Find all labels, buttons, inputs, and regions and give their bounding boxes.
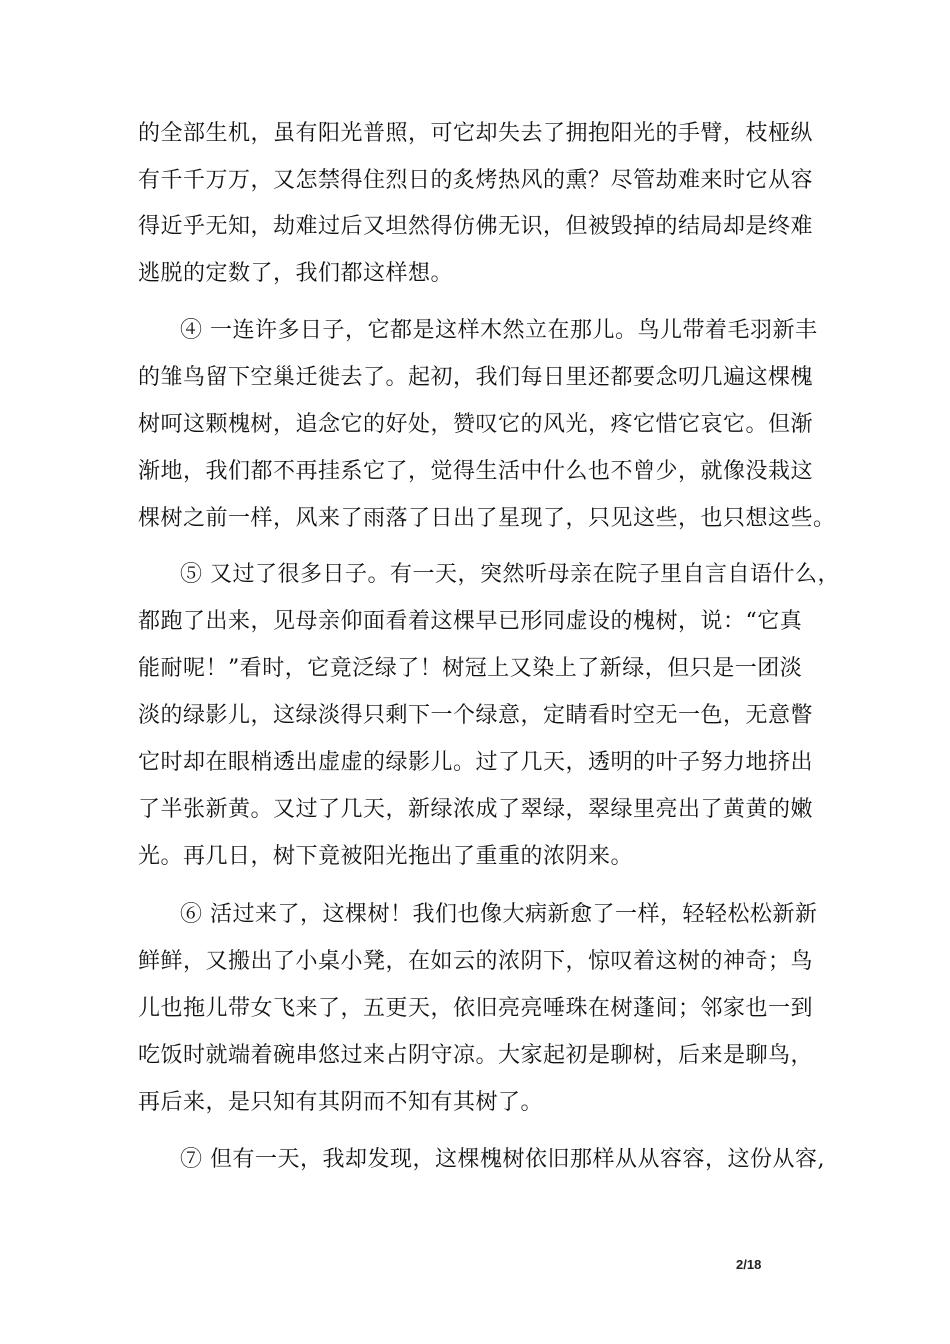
body-text-line: 光。再几日，树下竟被阳光拖出了重重的浓阴来。: [138, 844, 634, 869]
body-text-line: 都跑了出来，见母亲仰面看着这棵早已形同虚设的槐树，说：“它真: [138, 609, 803, 634]
body-text-line: 的全部生机，虽有阳光普照，可它却失去了拥抱阳光的手臂，枝桠纵: [138, 121, 814, 146]
body-text-line: 它时却在眼梢透出虚虚的绿影儿。过了几天，透明的叶子努力地挤出: [138, 750, 814, 775]
paragraph-start-line: ⑦ 但有一天，我却发现，这棵槐树依旧那样从从容容，这份从容,: [180, 1147, 825, 1172]
body-text-line: 得近乎无知，劫难过后又坦然得仿佛无识，但被毁掉的结局却是终难: [138, 214, 814, 239]
paragraph-start-line: ⑤ 又过了很多日子。有一天，突然听母亲在院子里自言自语什么，: [180, 562, 840, 587]
body-text-line: 了半张新黄。又过了几天，新绿浓成了翠绿，翠绿里亮出了黄黄的嫩: [138, 797, 814, 822]
body-text-line: 淡的绿影儿，这绿淡得只剩下一个绿意，定睛看时空无一色，无意瞥: [138, 703, 814, 728]
body-text-line: 棵树之前一样，风来了雨落了日出了星现了，只见这些，也只想这些。: [138, 506, 836, 531]
body-text-line: 能耐呢！”看时，它竟泛绿了！树冠上又染上了新绿，但只是一团淡: [138, 656, 803, 681]
paragraph-start-line: ⑥ 活过来了，这棵树！我们也像大病新愈了一样，轻轻松松新新: [180, 902, 818, 927]
page-number: 2/18: [736, 1257, 762, 1272]
body-text-line: 鲜鲜，又搬出了小桌小凳，在如云的浓阴下，惊叹着这树的神奇；鸟: [138, 949, 814, 974]
body-text-line: 吃饭时就端着碗串悠过来占阴守凉。大家起初是聊树，后来是聊鸟，: [138, 1043, 814, 1068]
body-text-line: 的雏鸟留下空巢迁徙去了。起初，我们每日里还都要念叨几遍这棵槐: [138, 365, 814, 390]
body-text-line: 儿也拖儿带女飞来了，五更天，依旧亮亮唾珠在树蓬间；邻家也一到: [138, 996, 814, 1021]
paragraph-start-line: ④ 一连许多日子，它都是这样木然立在那儿。鸟儿带着毛羽新丰: [180, 318, 818, 343]
body-text-line: 渐地，我们都不再挂系它了，觉得生活中什么也不曾少，就像没栽这: [138, 459, 814, 484]
body-text-line: 再后来，是只知有其阴而不知有其树了。: [138, 1090, 544, 1115]
body-text-line: 逃脱的定数了，我们都这样想。: [138, 261, 454, 286]
body-text-line: 有千千万万，又怎禁得住烈日的炙烤热风的熏？尽管劫难来时它从容: [138, 168, 814, 193]
body-text-line: 树呵这颗槐树，追念它的好处，赞叹它的风光，疼它惜它哀它。但渐: [138, 412, 814, 437]
